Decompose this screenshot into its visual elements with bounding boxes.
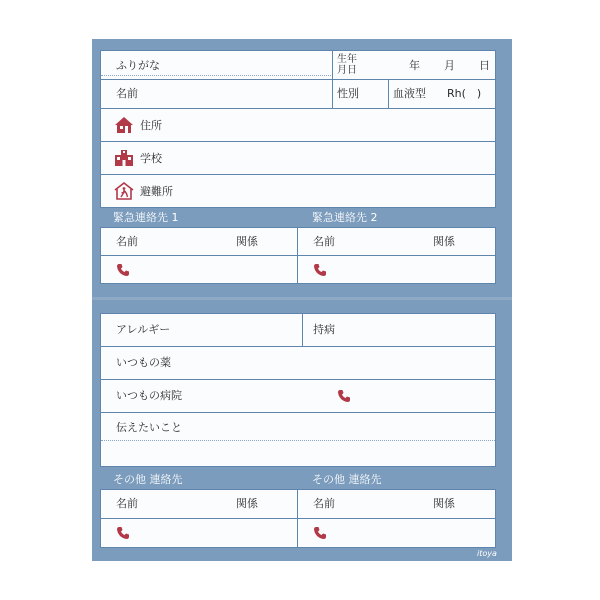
other-contact-2-heading: その他 連絡先 <box>312 473 382 486</box>
divider <box>101 141 495 142</box>
divider <box>101 346 495 347</box>
phone-icon <box>313 526 327 540</box>
birth-date-label-line2: 月日 <box>337 65 357 76</box>
day-label: 日 <box>479 59 490 72</box>
emergency-contact-2-heading: 緊急連絡先 2 <box>312 211 378 224</box>
message-label: 伝えたいこと <box>116 421 182 434</box>
allergy-label: アレルギー <box>116 323 171 336</box>
phone-icon <box>116 526 130 540</box>
emergency-contact-1-name-label: 名前 <box>116 235 138 248</box>
furigana-dotted-line <box>101 75 331 76</box>
divider <box>101 108 495 109</box>
divider <box>101 412 495 413</box>
chronic-disease-label: 持病 <box>313 323 335 336</box>
rh-label: Rh( ) <box>447 87 482 100</box>
emergency-contact-1-heading: 緊急連絡先 1 <box>113 211 179 224</box>
divider <box>101 255 495 256</box>
month-label: 月 <box>444 59 455 72</box>
school-label: 学校 <box>140 152 162 165</box>
divider <box>297 490 298 547</box>
divider <box>388 80 389 108</box>
other-contact-2-name-label: 名前 <box>313 497 335 510</box>
birth-date-label-line1: 生年 <box>337 54 357 65</box>
emergency-contact-2-name-label: 名前 <box>313 235 335 248</box>
other-contact-1-heading: その他 連絡先 <box>113 473 183 486</box>
furigana-label: ふりがな <box>116 59 160 72</box>
phone-icon <box>116 263 130 277</box>
divider <box>297 228 298 283</box>
emergency-contact-2-relation-label: 関係 <box>433 235 455 248</box>
blood-type-label: 血液型 <box>393 87 426 100</box>
message-dotted-line <box>101 440 495 441</box>
divider <box>101 79 495 80</box>
address-label: 住所 <box>140 119 162 132</box>
other-contact-1-relation-label: 関係 <box>236 497 258 510</box>
shelter-label: 避難所 <box>140 185 173 198</box>
phone-icon <box>313 263 327 277</box>
divider <box>101 379 495 380</box>
emergency-contact-1-relation-label: 関係 <box>236 235 258 248</box>
house-icon <box>114 116 134 134</box>
evacuation-shelter-icon <box>114 182 134 200</box>
usual-hospital-label: いつもの病院 <box>116 389 182 402</box>
other-contact-1-name-label: 名前 <box>116 497 138 510</box>
name-label: 名前 <box>116 87 138 100</box>
school-building-icon <box>114 149 134 167</box>
brand-logo: itoya <box>477 549 497 558</box>
divider <box>101 174 495 175</box>
other-contact-2-relation-label: 関係 <box>433 497 455 510</box>
usual-medicine-label: いつもの薬 <box>116 356 171 369</box>
divider <box>302 314 303 346</box>
divider <box>101 518 495 519</box>
divider <box>332 51 333 108</box>
year-label: 年 <box>409 59 420 72</box>
gender-label: 性別 <box>337 87 359 100</box>
phone-icon <box>337 389 351 403</box>
